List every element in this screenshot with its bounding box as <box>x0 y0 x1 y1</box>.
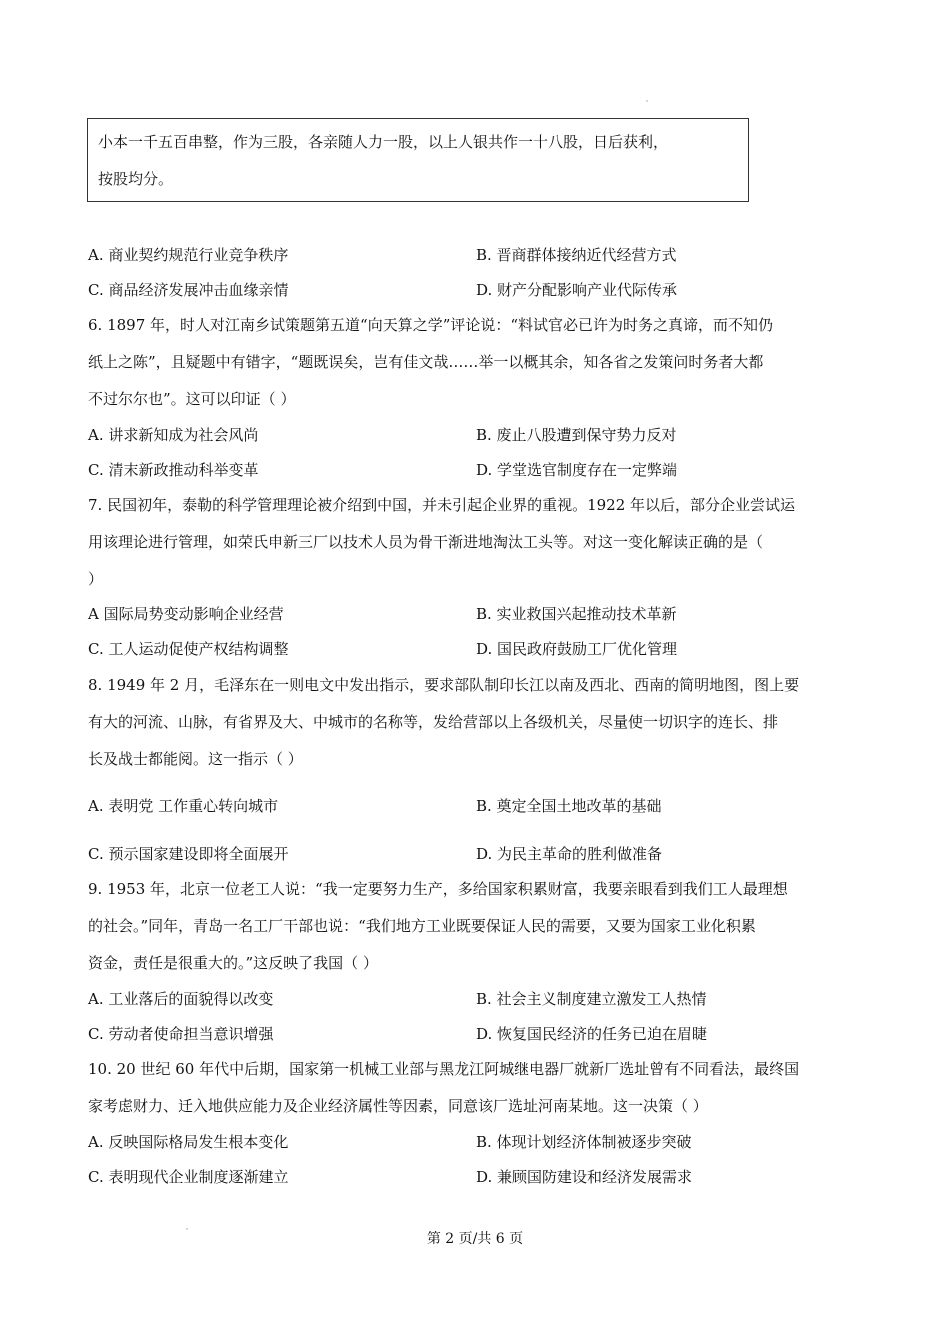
q5-option-d: D. 财产分配影响产业代际传承 <box>476 281 678 299</box>
q5-option-c: C. 商品经济发展冲击血缘亲情 <box>88 281 289 299</box>
q8-option-a: A. 表明党 工作重心转向城市 <box>88 797 279 815</box>
q10-option-d: D. 兼顾国防建设和经济发展需求 <box>476 1168 693 1186</box>
q9-stem-line-2: 的社会。”同年，青岛一名工厂干部也说：“我们地方工业既要保证人民的需要，又要为国家工业化积累 <box>88 917 756 935</box>
q10-option-c: C. 表明现代企业制度逐渐建立 <box>88 1168 289 1186</box>
q10-stem-line-2: 家考虑财力、迁入地供应能力及企业经济属性等因素，同意该厂选址河南某地。这一决策（ ） <box>88 1097 708 1115</box>
speck-mark <box>646 100 648 102</box>
q6-option-c: C. 清末新政推动科举变革 <box>88 461 259 479</box>
q8-stem-line-2: 有大的河流、山脉，有省界及大、中城市的名称等，发给营部以上各级机关，尽量使一切识字的连长、排 <box>88 713 779 731</box>
q6-stem-line-3: 不过尔尔也”。这可以印证（ ） <box>88 390 296 408</box>
q7-stem-line-2: 用该理论进行管理，如荣氏申新三厂以技术人员为骨干渐进地淘汰工头等。对这一变化解读正确的是（ <box>88 533 764 551</box>
q7-option-b: B. 实业救国兴起推动技术革新 <box>476 605 677 623</box>
q10-option-a: A. 反映国际格局发生根本变化 <box>88 1133 289 1151</box>
q10-stem-line-1: 10. 20 世纪 60 年代中后期，国家第一机械工业部与黑龙江阿城继电器厂就新厂选址曾有不同看法，最终国 <box>88 1060 800 1078</box>
q6-option-a: A. 讲求新知成为社会风尚 <box>88 426 259 444</box>
q8-option-d: D. 为民主革命的胜利做准备 <box>476 845 663 863</box>
q5-option-a: A. 商业契约规范行业竞争秩序 <box>88 246 289 264</box>
source-line-2: 按股均分。 <box>98 170 174 188</box>
q7-stem-line-1: 7. 民国初年，泰勒的科学管理理论被介绍到中国，并未引起企业界的重视。1922 年以后，部分企业尝试运 <box>88 496 796 514</box>
q8-stem-line-1: 8. 1949 年 2 月，毛泽东在一则电文中发出指示，要求部队制印长江以南及西北、西南的简明地图，图上要 <box>88 676 800 694</box>
page-number-footer: 第 2 页/共 6 页 <box>426 1231 524 1247</box>
q9-stem-line-3: 资金，责任是很重大的。”这反映了我国（ ） <box>88 954 378 972</box>
q6-option-d: D. 学堂选官制度存在一定弊端 <box>476 461 678 479</box>
q6-stem-line-2: 纸上之陈”，且疑题中有错字，“题既误矣，岂有佳文哉……举一以概其余，知各省之发策问时务者大都 <box>88 353 764 371</box>
q6-stem-line-1: 6. 1897 年，时人对江南乡试策题第五道“向天算之学”评论说：“料试官必已许为时务之真谛，而不知仍 <box>88 316 774 334</box>
q9-option-d: D. 恢复国民经济的任务已迫在眉睫 <box>476 1025 708 1043</box>
source-material-box <box>87 118 749 202</box>
q8-stem-line-3: 长及战士都能阅。这一指示（ ） <box>88 750 303 768</box>
q8-option-b: B. 奠定全国土地改革的基础 <box>476 797 662 815</box>
q7-option-c: C. 工人运动促使产权结构调整 <box>88 640 289 658</box>
q8-option-c: C. 预示国家建设即将全面展开 <box>88 845 289 863</box>
q7-option-d: D. 国民政府鼓励工厂优化管理 <box>476 640 678 658</box>
q9-option-c: C. 劳动者使命担当意识增强 <box>88 1025 274 1043</box>
q9-stem-line-1: 9. 1953 年，北京一位老工人说：“我一定要努力生产，多给国家积累财富，我要亲眼看到我们工人最理想 <box>88 880 788 898</box>
q5-option-b: B. 晋商群体接纳近代经营方式 <box>476 246 677 264</box>
source-line-1: 小本一千五百串整，作为三股，各亲随人力一股，以上人银共作一十八股，日后获利， <box>98 133 669 151</box>
q9-option-b: B. 社会主义制度建立激发工人热情 <box>476 990 707 1008</box>
q9-option-a: A. 工业落后的面貌得以改变 <box>88 990 274 1008</box>
q6-option-b: B. 废止八股遭到保守势力反对 <box>476 426 677 444</box>
q7-stem-line-3: ） <box>88 570 104 588</box>
q7-option-a: A 国际局势变动影响企业经营 <box>88 605 284 623</box>
q10-option-b: B. 体现计划经济体制被逐步突破 <box>476 1133 692 1151</box>
